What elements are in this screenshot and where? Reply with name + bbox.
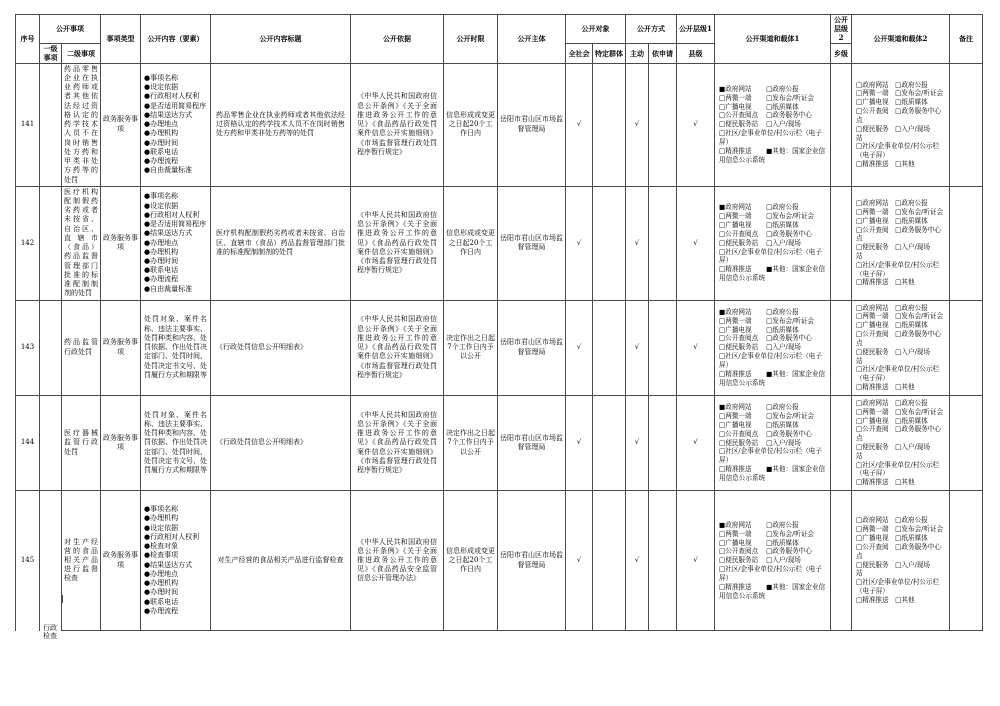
- cell-seq: 144: [16, 395, 40, 490]
- cell-channel2-checkboxes: □政府网站 □政府公报□两微一端 □发布会/听证会□广播电视 □纸质媒体□公开查阅点□政务服务中心□便民服务站□入户/现场□社区/企事业单位/村公示栏（电子屏）□精准推送 □其他: [852, 186, 950, 300]
- cell-channel1-checkboxes: ■政府网站 □政府公报□两微一端 □发布会/听证会□广播电视 □纸质媒体□公开查阅点 □政务服务中心□便民服务站 □入户/现场□社区/企事业单位/村公示栏（电子屏）□精准推送 ■其他：国家企业信用信息公示系统: [715, 491, 831, 631]
- header-public-matter: 公开事项: [40, 15, 101, 44]
- header-tier2: 公开层级2: [831, 15, 852, 44]
- cell-content-elements: 处罚对象、案件名称、违法主要事实、处罚种类和内容、处罚依据、作出处罚决定部门、处罚时间、处罚决定书文号、处罚履行方式和期限等: [141, 395, 211, 490]
- cell-note: [950, 300, 983, 395]
- cell-note: [950, 63, 983, 186]
- header-target-all: 全社会: [566, 43, 593, 63]
- cell-county-check: √: [677, 491, 715, 631]
- cell-seq: 143: [16, 300, 40, 395]
- cell-channel2-checkboxes: □政府网站 □政府公报□两微一端 □发布会/听证会□广播电视 □纸质媒体□公开查阅点□政务服务中心□便民服务站□入户/现场□社区/企事业单位/村公示栏（电子屏）□精准推送 □其他: [852, 491, 950, 631]
- cell-level2: 对生产经营的食品相关产品进行监督检查: [62, 491, 101, 631]
- table-row-144: [16, 395, 983, 490]
- cell-channel1-checkboxes: ■政府网站 □政府公报□两微一端 □发布会/听证会□广播电视 □纸质媒体□公开查阅点 □政务服务中心□便民服务站 □入户/现场□社区/企事业单位/村公示栏（电子屏）□精准推送 ■其他：国家企业信用信息公示系统: [715, 63, 831, 186]
- cell-type: 政务服务事项: [101, 63, 141, 186]
- cell-time: 信息形成或变更之日起20个工作日内: [444, 186, 498, 300]
- cell-content-title: 《行政处罚信息公开明细表》: [211, 300, 351, 395]
- header-target-specific: 特定群体: [593, 43, 626, 63]
- cell-content-title: 医疗机构配制假药劣药或者未按省、自治区、直辖市（食品）药品监督管理部门批准的标准配制制剂的处罚: [211, 186, 351, 300]
- header-basis: 公开依据: [351, 15, 444, 64]
- header-tier2-township: 乡级: [831, 43, 852, 63]
- cell-type: 政务服务事项: [101, 186, 141, 300]
- cell-township: [831, 300, 852, 395]
- table-row-142: [16, 186, 983, 300]
- cell-content-title: 《行政处罚信息公开明细表》: [211, 395, 351, 490]
- cell-township: [831, 186, 852, 300]
- header-channel1: 公开渠道和载体1: [715, 15, 831, 64]
- cell-content-title: 药品零售企业在执业药师或者其他依法经过资格认定的药学技术人员不在岗时销售处方药和甲类非处方药等的处罚: [211, 63, 351, 186]
- cell-township: [831, 491, 852, 631]
- cell-seq: 145: [16, 491, 40, 631]
- cell-time: 决定作出之日起7个工作日内予以公开: [444, 395, 498, 490]
- cell-target-all-check: √: [566, 491, 593, 631]
- header-method: 公开方式: [626, 15, 677, 44]
- cell-level1: [40, 491, 62, 640]
- cell-level2: 药品零售企业在执业药师或者其他依法经过资格认定的药学技术人员不在岗时销售处方药和甲类非处方药等的处罚: [62, 63, 101, 186]
- cell-county-check: √: [677, 395, 715, 490]
- cell-level1: [40, 300, 62, 395]
- cell-target-specific-check: [593, 395, 626, 490]
- cell-method-active-check: √: [626, 186, 649, 300]
- cell-time: 信息形成或变更之日起20个工作日内: [444, 491, 498, 631]
- table-row-143: [16, 300, 983, 395]
- cell-note: [950, 186, 983, 300]
- cell-method-request-check: [649, 63, 677, 186]
- cell-type: 政务服务事项: [101, 395, 141, 490]
- cell-level1: [40, 63, 62, 186]
- cell-content-elements: 处罚对象、案件名称、违法主要事实、处罚种类和内容、处罚依据、作出处罚决定部门、处罚时间、处罚决定书文号、处罚履行方式和期限等: [141, 300, 211, 395]
- cell-channel1-checkboxes: ■政府网站 □政府公报□两微一端 □发布会/听证会□广播电视 □纸质媒体□公开查阅点 □政务服务中心□便民服务站 □入户/现场□社区/企事业单位/村公示栏（电子屏）□精准推送 ■其他：国家企业信用信息公示系统: [715, 300, 831, 395]
- cell-method-request-check: [649, 300, 677, 395]
- cell-content-title: 对生产经营的食品相关产品进行监督检查: [211, 491, 351, 631]
- cell-seq: 141: [16, 63, 40, 186]
- header-subject: 公开主体: [498, 15, 566, 64]
- cell-channel2-checkboxes: □政府网站 □政府公报□两微一端 □发布会/听证会□广播电视 □纸质媒体□公开查阅点□政务服务中心□便民服务站□入户/现场□社区/企事业单位/村公示栏（电子屏）□精准推送 □其他: [852, 63, 950, 186]
- cell-basis: 《中华人民共和国政府信息公开条例》《关于全面推进政务公开工作的意见》《食品药品行政处罚案件信息公开实施细则》《市场监督管理行政处罚程序暂行规定》: [351, 395, 444, 490]
- cell-subject: 岳阳市君山区市场监督管理局: [498, 491, 566, 631]
- cell-note: [950, 395, 983, 490]
- cell-township: [831, 63, 852, 186]
- cell-content-elements: ●事项名称 ●办理机构 ●设定依据 ●行政相对人权利 ●检查对象 ●检查事项 ●结果送达方式 ●办理地点 ●办理机构 ●办理时间 ●联系电话 ●办理流程: [141, 491, 211, 631]
- cell-township: [831, 395, 852, 490]
- page-break-column-lines: [15, 595, 63, 603]
- cell-method-request-check: [649, 491, 677, 631]
- cell-method-active-check: √: [626, 300, 649, 395]
- cell-basis: 《中华人民共和国政府信息公开条例》《关于全面推进政务公开工作的意见》《食品药品安全监管信息公开管理办法》: [351, 491, 444, 631]
- cell-level1: [40, 186, 62, 300]
- header-target: 公开对象: [566, 15, 626, 44]
- cell-basis: 《中华人民共和国政府信息公开条例》《关于全面推进政务公开工作的意见》《食品药品行政处罚案件信息公开实施细则》《市场监督管理行政处罚程序暂行规定》: [351, 63, 444, 186]
- cell-time: 信息形成或变更之日起20个工作日内: [444, 63, 498, 186]
- cell-county-check: √: [677, 186, 715, 300]
- cell-note: [950, 491, 983, 631]
- header-title: 公开内容标题: [211, 15, 351, 64]
- header-content: 公开内容（要素）: [141, 15, 211, 64]
- cell-target-all-check: √: [566, 300, 593, 395]
- table-row-141: [16, 63, 983, 186]
- cell-time: 决定作出之日起7个工作日内予以公开: [444, 300, 498, 395]
- cell-basis: 《中华人民共和国政府信息公开条例》《关于全面推进政务公开工作的意见》《食品药品行政处罚案件信息公开实施细则》《市场监督管理行政处罚程序暂行规定》: [351, 300, 444, 395]
- cell-channel1-checkboxes: ■政府网站 □政府公报□两微一端 □发布会/听证会□广播电视 □纸质媒体□公开查阅点 □政务服务中心□便民服务站 □入户/现场□社区/企事业单位/村公示栏（电子屏）□精准推送 ■其他：国家企业信用信息公示系统: [715, 395, 831, 490]
- cell-level2: 医疗器械监管行政处罚: [62, 395, 101, 490]
- cell-subject: 岳阳市君山区市场监督管理局: [498, 395, 566, 490]
- header-tier1-county: 县级: [677, 43, 715, 63]
- cell-target-specific-check: [593, 491, 626, 631]
- cell-channel2-checkboxes: □政府网站 □政府公报□两微一端 □发布会/听证会□广播电视 □纸质媒体□公开查阅点□政务服务中心□便民服务站□入户/现场□社区/企事业单位/村公示栏（电子屏）□精准推送 □其他: [852, 395, 950, 490]
- table-row-145: [16, 491, 983, 631]
- cell-content-elements: ●事项名称 ●设定依据 ●行政相对人权利 ●是否适用简易程序 ●结果送达方式 ●办理地点 ●办理机构 ●办理时间 ●联系电话 ●办理流程 ●自由裁量标准: [141, 186, 211, 300]
- level1-label: 行政检查: [43, 623, 57, 640]
- cell-content-elements: ●事项名称 ●设定依据 ●行政相对人权利 ●是否适用简易程序 ●结果送达方式 ●办理地点 ●办理机构 ●办理时间 ●联系电话 ●办理流程 ●自由裁量标准: [141, 63, 211, 186]
- cell-subject: 岳阳市君山区市场监督管理局: [498, 186, 566, 300]
- cell-subject: 岳阳市君山区市场监督管理局: [498, 300, 566, 395]
- cell-seq: 142: [16, 186, 40, 300]
- header-level1: 一级事项: [40, 43, 62, 63]
- header-type: 事项类型: [101, 15, 141, 64]
- cell-method-request-check: [649, 186, 677, 300]
- cell-target-all-check: √: [566, 395, 593, 490]
- cell-channel2-checkboxes: □政府网站 □政府公报□两微一端 □发布会/听证会□广播电视 □纸质媒体□公开查阅点□政务服务中心□便民服务站□入户/现场□社区/企事业单位/村公示栏（电子屏）□精准推送 □其他: [852, 300, 950, 395]
- cell-target-specific-check: [593, 186, 626, 300]
- cell-method-active-check: √: [626, 491, 649, 631]
- header-seq: 序号: [16, 15, 40, 64]
- cell-target-all-check: √: [566, 186, 593, 300]
- cell-method-active-check: √: [626, 63, 649, 186]
- header-method-request: 依申请: [649, 43, 677, 63]
- cell-target-all-check: √: [566, 63, 593, 186]
- cell-county-check: √: [677, 300, 715, 395]
- header-time: 公开时限: [444, 15, 498, 64]
- cell-channel1-checkboxes: ■政府网站 □政府公报□两微一端 □发布会/听证会□广播电视 □纸质媒体□公开查阅点 □政务服务中心□便民服务站 □入户/现场□社区/企事业单位/村公示栏（电子屏）□精准推送 ■其他：国家企业信用信息公示系统: [715, 186, 831, 300]
- header-level2: 二级事项: [62, 43, 101, 63]
- cell-target-specific-check: [593, 300, 626, 395]
- cell-method-request-check: [649, 395, 677, 490]
- cell-level2: 医疗机构配制假药劣药或者未按省、自治区、直辖市（食品）药品监督管理部门批准的标准配制制剂的处罚: [62, 186, 101, 300]
- cell-subject: 岳阳市君山区市场监督管理局: [498, 63, 566, 186]
- cell-level1: [40, 395, 62, 490]
- cell-county-check: √: [677, 63, 715, 186]
- header-method-active: 主动: [626, 43, 649, 63]
- cell-type: 政务服务事项: [101, 300, 141, 395]
- cell-target-specific-check: [593, 63, 626, 186]
- cell-basis: 《中华人民共和国政府信息公开条例》《关于全面推进政务公开工作的意见》《食品药品行政处罚案件信息公开实施细则》《市场监督管理行政处罚程序暂行规定》: [351, 186, 444, 300]
- header-note: 备注: [950, 15, 983, 64]
- cell-type: 政务服务事项: [101, 491, 141, 631]
- cell-method-active-check: √: [626, 395, 649, 490]
- disclosure-table: [15, 14, 983, 640]
- header-tier1: 公开层级1: [677, 15, 715, 44]
- header-row-1: [16, 15, 983, 44]
- header-channel2: 公开渠道和载体2: [852, 15, 950, 64]
- cell-level2: 药品监管行政处罚: [62, 300, 101, 395]
